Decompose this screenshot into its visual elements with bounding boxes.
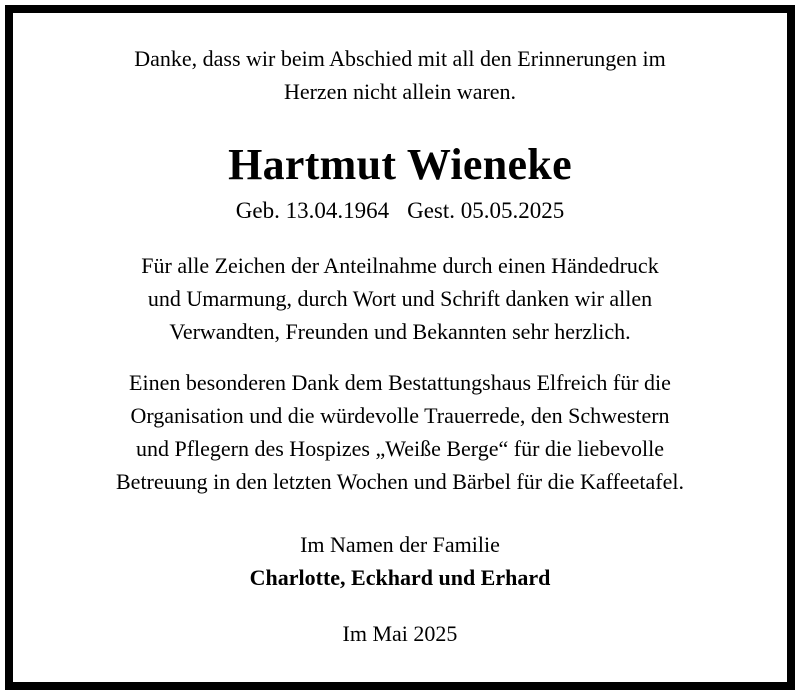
birth-date: Geb. 13.04.1964 — [235, 198, 390, 223]
special-thanks-line-4: Betreuung in den letzten Wochen und Bärbel für die Kaffeetafel. — [116, 469, 684, 494]
life-dates — [13, 198, 787, 224]
special-thanks-line-2: Organisation und die würdevolle Trauerrede, den Schwestern — [130, 403, 670, 428]
thanks-paragraph-line-1: Für alle Zeichen der Anteilnahme durch einen Händedruck — [141, 253, 659, 278]
signature-intro: Im Namen der Familie — [300, 532, 500, 557]
intro-line-1: Danke, dass wir beim Abschied mit all den Erinnerungen im — [134, 46, 666, 71]
deceased-name: Hartmut Wieneke — [228, 140, 572, 189]
signature-names: Charlotte, Eckhard und Erhard — [249, 565, 551, 590]
special-thanks-line-1: Einen besonderen Dank dem Bestattungshaus Elfreich für die — [129, 370, 671, 395]
thanks-paragraph-line-3: Verwandten, Freunden und Bekannten sehr herzlich. — [169, 319, 631, 344]
special-thanks-line-3: und Pflegern des Hospizes „Weiße Berge“ für die liebevolle — [135, 436, 665, 461]
intro-line-2: Herzen nicht allein waren. — [283, 79, 517, 104]
death-date: Gest. 05.05.2025 — [407, 198, 565, 223]
thanks-paragraph-line-2: und Umarmung, durch Wort und Schrift danken wir allen — [147, 286, 653, 311]
date-line: Im Mai 2025 — [342, 621, 458, 646]
obituary-frame — [5, 5, 795, 690]
obituary-content — [13, 13, 787, 682]
